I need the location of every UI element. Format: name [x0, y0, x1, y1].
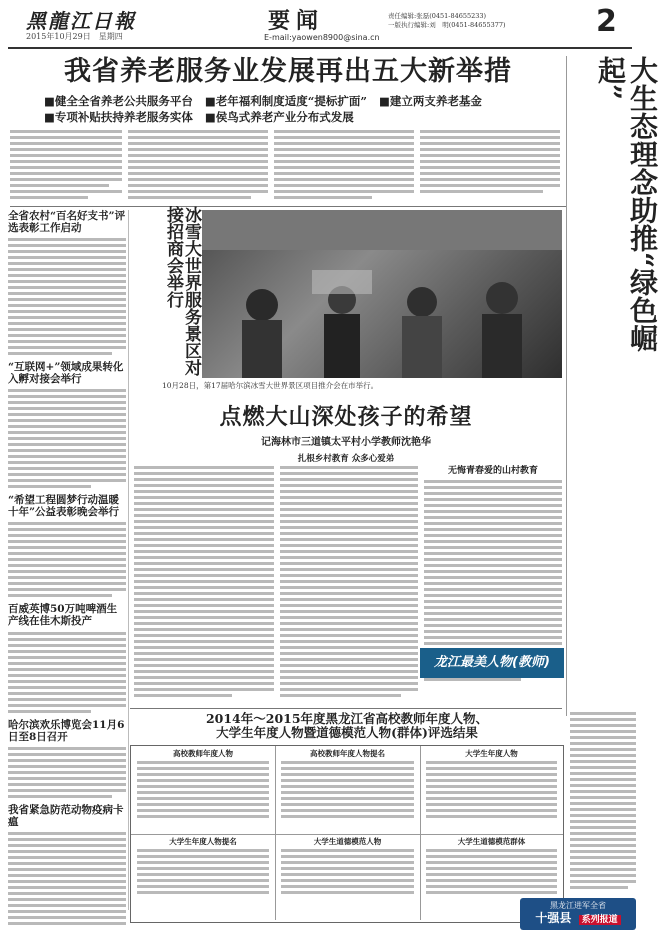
- brief-4-title: 百威英博50万吨啤酒生产线在佳木斯投产: [8, 603, 118, 628]
- brief-1-title: 全省农村“百名好支书”评选表彰工作启动: [8, 210, 126, 235]
- award-col-1-header: 高校教师年度人物: [173, 748, 233, 758]
- lead-body-col-3: [274, 130, 414, 202]
- award-col-3: [420, 746, 563, 835]
- news-photo: [202, 210, 562, 378]
- lead-rule: [10, 206, 566, 207]
- right-vertical-title: 大生态理念助推“绿色崛起”: [594, 56, 659, 353]
- right-column: [570, 56, 659, 716]
- feature-box-label: 扎根乡村教育 众多心爱弟: [297, 454, 395, 465]
- award-col-3-header: 大学生年度人物: [465, 748, 518, 758]
- masthead-rule: [8, 47, 632, 49]
- brief-6-title: 我省紧急防范动物疫病卡瘟: [8, 803, 124, 828]
- award-col-5: [275, 834, 421, 920]
- brief-6-body: [8, 832, 126, 925]
- brief-2-title: “互联网+”领域成果转化入孵对接会举行: [8, 361, 124, 386]
- photo-scene: [202, 210, 562, 378]
- feature-title: 点燃大山深处孩子的希望: [219, 404, 473, 430]
- brief-5-body: [8, 747, 126, 798]
- award-col-6-header: 大学生道德模范群体: [457, 836, 526, 846]
- award-col-1: [131, 746, 276, 835]
- series-banner: [520, 898, 636, 930]
- lead-sub-1: ■健全全省养老公共服务平台: [44, 94, 193, 109]
- left-col-divider: [128, 210, 129, 910]
- award-section: [130, 712, 564, 930]
- feature-series-logo-text: 龙江最美人物(教师): [434, 655, 550, 670]
- award-col-5-header: 大学生道德模范人物: [313, 836, 382, 846]
- brief-5-title: 哈尔滨欢乐博览会11月6日至8日召开: [8, 718, 125, 743]
- feature-series-logo: [420, 648, 564, 678]
- editor-info: [388, 12, 506, 30]
- lead-sub-5: ■侯鸟式养老产业分布式发展: [204, 110, 354, 125]
- series-banner-tag-text: 十强县: [535, 911, 572, 925]
- lead-title: 我省养老服务业发展再出五大新举措: [64, 56, 512, 87]
- award-col-2: [275, 746, 421, 835]
- award-title-1: 2014年～2015年度黑龙江省高校教师年度人物、: [205, 711, 489, 726]
- feature-subtitle: 记海林市三道镇太平村小学教师沈艳华: [261, 437, 431, 449]
- series-banner-top: 黑龙江进军全省: [550, 901, 606, 910]
- award-col-4-header: 大学生年度人物提名: [169, 836, 237, 846]
- section-name: 要闻: [268, 8, 325, 34]
- vertical-headline: [164, 206, 200, 382]
- lead-sub-2: ■老年福利制度适度“提标扩面”: [204, 94, 367, 109]
- lead-sub-3: ■建立两支养老基金: [379, 94, 482, 109]
- award-title-2: 大学生年度人物暨道德模范人物(群体)评选结果: [216, 725, 478, 741]
- brief-3-body: [8, 522, 126, 597]
- newspaper-logo: 黑龍江日報: [26, 9, 136, 33]
- brief-1-body: [8, 238, 126, 355]
- brief-4-body: [8, 632, 126, 713]
- lead-body-col-1: [10, 130, 122, 202]
- award-table: [130, 745, 564, 923]
- lead-body-col-4: [420, 130, 560, 202]
- feature-body-col-1: [134, 466, 274, 706]
- lead-story-header: [10, 56, 566, 126]
- brief-2-body: [8, 389, 126, 488]
- masthead: [0, 0, 640, 48]
- lead-subtitles: [10, 93, 566, 125]
- left-column: [8, 210, 126, 910]
- award-col-2-header: 高校教师年度人物提名: [310, 748, 385, 758]
- editor-line-2: 一版执行编辑:刘 明(0451-84655377): [388, 21, 506, 29]
- bottom-right-column: [570, 712, 636, 898]
- award-col-4: [131, 834, 276, 920]
- feature-sub1-title: 无悔青春爱的山村教育: [447, 466, 538, 476]
- series-banner-tag: [520, 911, 636, 927]
- editor-line-1: 责任编辑:张磊(0451-84655233): [388, 12, 487, 20]
- lead-body-col-2: [128, 130, 268, 202]
- brief-3-title: “希望工程圆梦行动温暖十年”公益表彰晚会举行: [8, 494, 120, 519]
- series-banner-label: 系列报道: [579, 915, 621, 925]
- lead-sub-4: ■专项补贴扶持养老服务实体: [44, 110, 193, 125]
- photo-caption: 10月28日，第17届哈尔滨冰雪大世界景区项目推介会在市举行。: [162, 381, 379, 390]
- vertical-headline-text: 冰雪大世界服务景区对接招商会举行: [163, 206, 201, 376]
- right-col-divider: [566, 56, 567, 716]
- feature-body-col-2: [280, 466, 418, 706]
- issue-date: 2015年10月29日 星期四: [26, 32, 123, 41]
- page-number: 2: [596, 4, 617, 39]
- feature-rule: [130, 708, 562, 709]
- section-email[interactable]: E-mail:yaowen8900@sina.cn: [264, 33, 380, 42]
